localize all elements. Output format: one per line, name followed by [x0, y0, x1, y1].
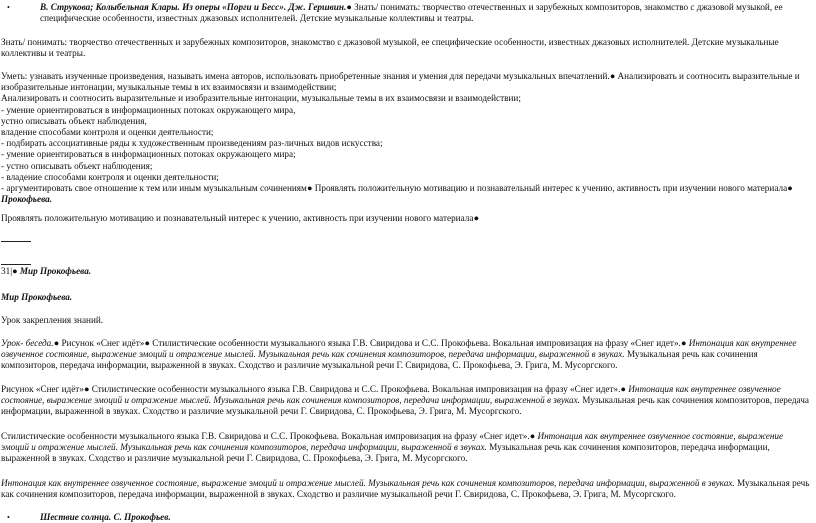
skills-line: Анализировать и соотносить выразительные и изобразительные интонации, музыкальные темы в их взаимосвязи и взаимодействии; — [1, 93, 521, 104]
lesson-paragraph-1: Урок- беседа.● Рисунок «Снег идёт»● Стилистические особенности музыкального языка Г.В. Свиридова и С.С. Прокофьева. Вокальная импровизация на фразу «Снег идет».● Интонация как внутреннее озвученное состояние, выражение эмоций и отражение мыслей. Музыкальная речь как сочинения композиторов, передача информации, выраженной в звуках. Музыкальная речь как сочинения композиторов, передача информации, выраженной в звуках. Сходство и различие музыкальной речи Г. Свиридова, С. Прокофьева, Э. Грига, М. Мусоргского. — [1, 338, 797, 371]
section-heading: Мир Прокофьева. — [1, 292, 73, 302]
marker-icon: ● — [53, 338, 60, 348]
marker-icon: ● — [83, 384, 90, 394]
marker-icon: ● — [144, 338, 150, 348]
skills-block — [1, 71, 813, 205]
skills-line: - владение способами контроля и оценки деятельности; — [1, 171, 219, 182]
reference-line: 31|● Мир Прокофьева. — [1, 266, 92, 276]
skills-line-last: - аргументировать свое отношение к тем или иным музыкальным сочинениям● Проявлять положительную мотивацию и познавательный интерес к учению, активность при изучении нового материала● — [1, 183, 793, 194]
bullet-icon: • — [7, 3, 10, 12]
skills-line: - устно описывать объект наблюдения; — [1, 160, 153, 171]
marker-icon: ● — [12, 266, 18, 276]
marker-icon: ● — [620, 384, 626, 394]
know-paragraph: Знать/ понимать: творчество отечественных и зарубежных композиторов, знакомство с джазовой музыкой, ее специфические особенности, известных джазовых исполнителей. Детские музыкальные коллективы и театры. — [1, 37, 779, 59]
skills-line: владение способами контроля и оценки деятельности; — [1, 127, 214, 138]
marker-icon: ● — [609, 71, 616, 81]
list-item-strukova — [0, 2, 813, 24]
item-title: В. Струкова; Колыбельная Клары. Из оперы «Порги и Бесс». Дж. Гершвин. — [40, 2, 347, 12]
skills-line: устно описывать объект наблюдения, — [1, 115, 147, 126]
bullet-icon: • — [7, 513, 10, 522]
lesson-paragraph-2: Рисунок «Снег идёт»● Стилистические особенности музыкального языка Г.В. Свиридова и С.С. Прокофьева. Вокальная импровизация на фразу «Снег идет».● Интонация как внутреннее озвученное состояние, выражение эмоций и отражение мыслей. Музыкальная речь как сочинения композиторов, передача информации, выраженной в звуках. Музыкальная речь как сочинения композиторов, передача информации, выраженной в звуках. Сходство и различие музыкальной речи Г. Свиридова, С. Прокофьева, Э. Грига, М. Мусоргского. — [1, 384, 809, 417]
marker-icon: ● — [787, 183, 793, 194]
marker-icon: ● — [680, 338, 687, 348]
motivation-paragraph: Проявлять положительную мотивацию и познавательный интерес к учению, активность при изучении нового материала● — [1, 213, 479, 223]
item-title: Шествие солнца. С. Прокофьев. — [40, 512, 171, 522]
footnote-rule — [1, 264, 31, 265]
lesson-paragraph-3: Стилистические особенности музыкального языка Г.В. Свиридова и С.С. Прокофьева. Вокальная импровизация на фразу «Снег идет».● Интонация как внутреннее озвученное состояние, выражение эмоций и отражение мыслей. Музыкальная речь как сочинения композиторов, передача информации, выраженной в звуках. Музыкальная речь как сочинения композиторов, передача информации, выраженной в звуках. Сходство и различие музыкальной речи Г. Свиридова, С. Прокофьева, Э. Грига, М. Мусоргского. — [1, 431, 784, 464]
skills-intro: Уметь: узнавать изученные произведения, называть имена авторов, использовать приобретенные знания и умения для передачи музыкальных впечатлений.● Анализировать и соотносить выразительные и изобразительные интонации, музыкальные темы в их взаимосвязи и взаимодействии; — [1, 71, 800, 93]
skills-prokofiev: Прокофьева. — [1, 194, 53, 205]
item-text: Знать/ понимать: творчество отечественных и зарубежных композиторов, знакомство с джазовой музыкой, ее специфические особенности, известных джазовых исполнителей. Детские музыкальные коллективы и театры. — [40, 2, 783, 24]
reference-number: 31 — [1, 266, 11, 276]
marker-icon: ● — [473, 213, 479, 223]
marker-icon: ● — [529, 431, 536, 441]
marker-icon: ● — [346, 2, 352, 12]
lesson-paragraph-4: Интонация как внутреннее озвученное состояние, выражение эмоций и отражение мыслей. Музыкальная речь как сочинения композиторов, передача информации, выраженной в звуках. Музыкальная речь как сочинения композиторов, передача информации, выраженной в звуках. Сходство и различие музыкальной речи Г. Свиридова, С. Прокофьева, Э. Грига, М. Мусоргского. — [1, 478, 810, 500]
skills-line: - умение ориентироваться в информационных потоках окружающего мира, — [1, 104, 296, 115]
skills-line: - подбирать ассоциативные ряды к художественным произведениям раз-личных видов искусства; — [1, 138, 383, 149]
marker-icon: ● — [306, 183, 313, 194]
footnote-rule — [1, 241, 31, 242]
skills-line: - умение ориентироваться в информационных потоках окружающего мира; — [1, 149, 296, 160]
lesson-type: Урок закрепления знаний. — [1, 315, 104, 325]
